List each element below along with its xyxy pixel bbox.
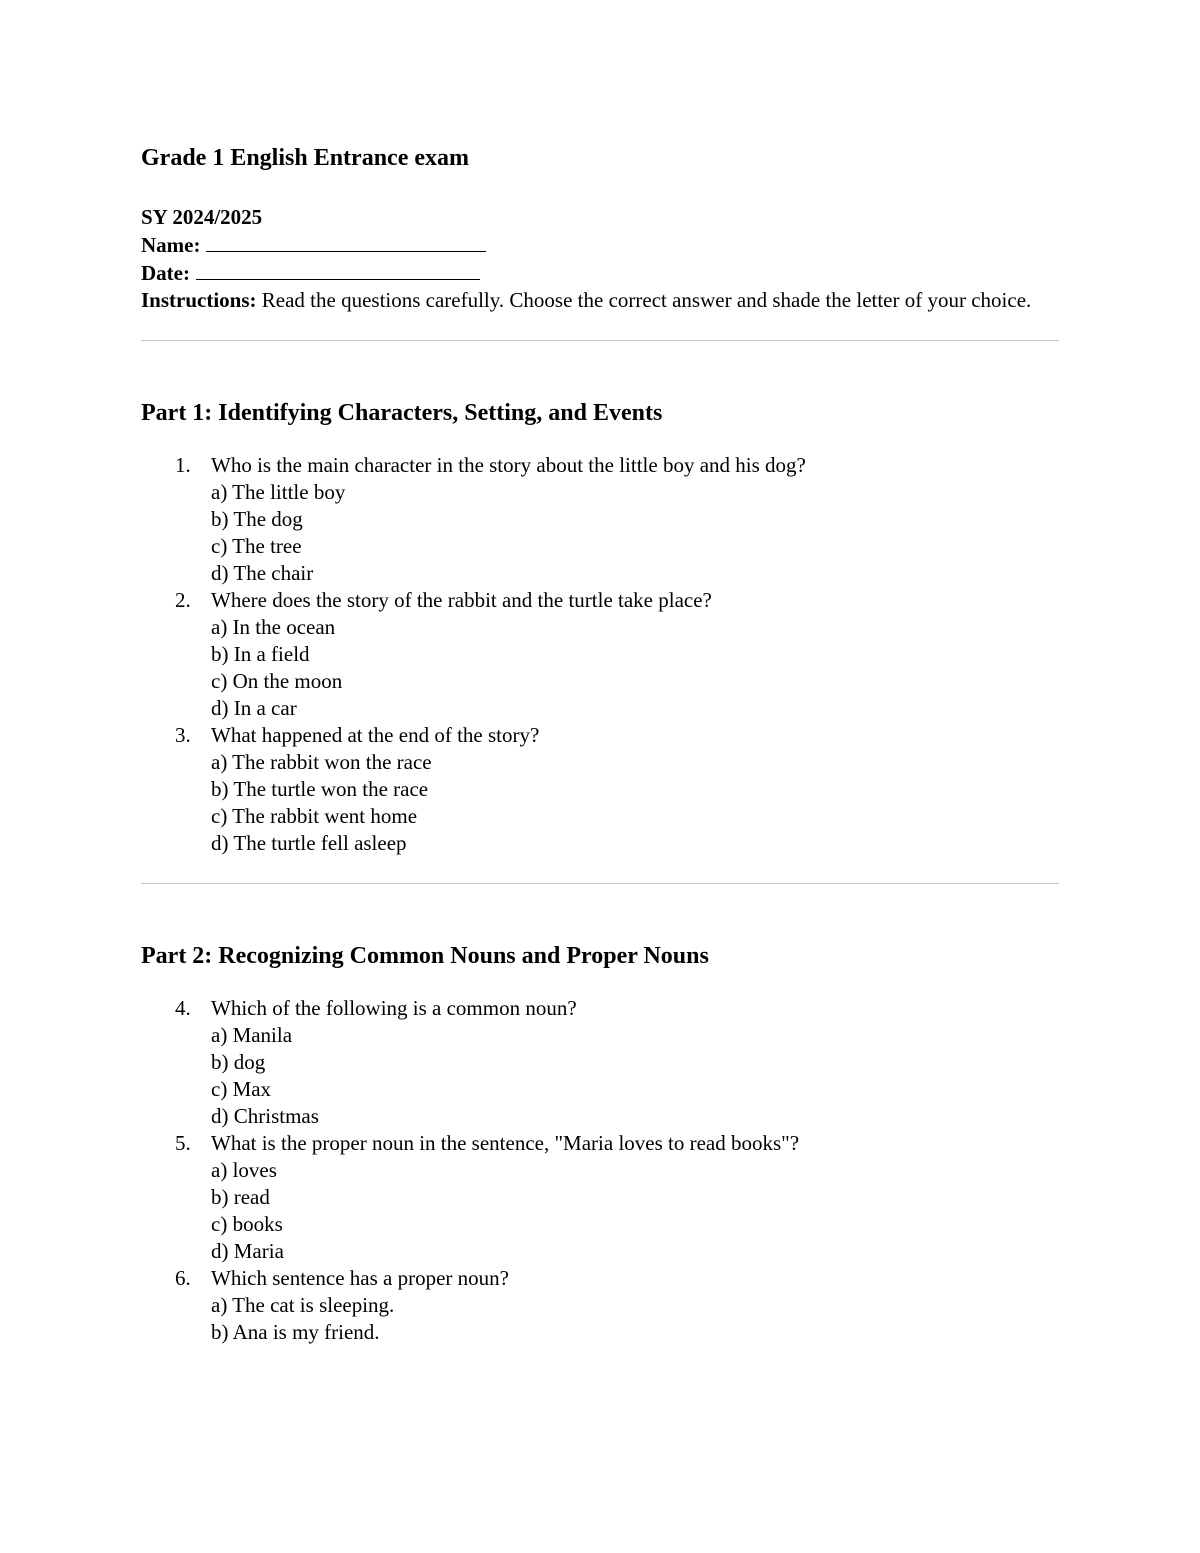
instructions — [141, 287, 1059, 314]
option-b[interactable]: b) dog — [211, 1050, 266, 1074]
question-text: What is the proper noun in the sentence, "Maria loves to read books"? — [211, 1131, 800, 1155]
question-text: Which of the following is a common noun? — [211, 996, 577, 1020]
option-d[interactable]: d) The turtle fell asleep — [211, 831, 407, 855]
option-d[interactable]: d) In a car — [211, 696, 297, 720]
question-2 — [141, 587, 1059, 722]
part-2 — [141, 938, 1059, 1346]
option-c[interactable]: c) The rabbit went home — [211, 804, 418, 828]
part-2-title: Part 2: Recognizing Common Nouns and Proper Nouns — [141, 943, 709, 969]
option-a[interactable]: a) Manila — [211, 1023, 293, 1047]
date-line — [141, 259, 1059, 287]
option-a[interactable]: a) loves — [211, 1158, 277, 1182]
question-number: 6. — [175, 1266, 191, 1290]
question-number: 1. — [175, 453, 191, 477]
instructions-text: Read the questions carefully. Choose the correct answer and shade the letter of your choice. — [256, 288, 1032, 312]
date-blank[interactable] — [196, 259, 480, 280]
name-blank[interactable] — [206, 231, 486, 252]
part-1-questions — [141, 452, 1059, 857]
option-b[interactable]: b) In a field — [211, 642, 310, 666]
instructions-label: Instructions: — [141, 288, 257, 312]
option-a[interactable]: a) In the ocean — [211, 615, 336, 639]
option-d[interactable]: d) Maria — [211, 1239, 284, 1263]
question-text: What happened at the end of the story? — [211, 723, 540, 747]
option-a[interactable]: a) The cat is sleeping. — [211, 1293, 395, 1317]
part-2-questions — [141, 995, 1059, 1346]
question-text: Which sentence has a proper noun? — [211, 1266, 509, 1290]
name-label: Name: — [141, 233, 201, 257]
divider-1 — [141, 340, 1059, 341]
option-d[interactable]: d) The chair — [211, 561, 314, 585]
question-5 — [141, 1130, 1059, 1265]
option-b[interactable]: b) The dog — [211, 507, 303, 531]
question-number: 3. — [175, 723, 191, 747]
question-6 — [141, 1265, 1059, 1346]
option-b[interactable]: b) read — [211, 1185, 270, 1209]
option-c[interactable]: c) books — [211, 1212, 283, 1236]
option-c[interactable]: c) Max — [211, 1077, 272, 1101]
question-number: 5. — [175, 1131, 191, 1155]
question-number: 4. — [175, 996, 191, 1020]
option-c[interactable]: c) The tree — [211, 534, 302, 558]
option-b[interactable]: b) Ana is my friend. — [211, 1320, 380, 1344]
option-d[interactable]: d) Christmas — [211, 1104, 319, 1128]
question-3 — [141, 722, 1059, 857]
part-1-title: Part 1: Identifying Characters, Setting, and Events — [141, 400, 663, 426]
question-number: 2. — [175, 588, 191, 612]
exam-title: Grade 1 English Entrance exam — [141, 145, 469, 171]
option-a[interactable]: a) The little boy — [211, 480, 346, 504]
question-4 — [141, 995, 1059, 1130]
question-1 — [141, 452, 1059, 587]
date-label: Date: — [141, 261, 190, 285]
part-1 — [141, 395, 1059, 857]
option-c[interactable]: c) On the moon — [211, 669, 343, 693]
divider-2 — [141, 883, 1059, 884]
option-a[interactable]: a) The rabbit won the race — [211, 750, 432, 774]
exam-page — [141, 140, 1059, 1346]
question-text: Where does the story of the rabbit and the turtle take place? — [211, 588, 712, 612]
name-line — [141, 231, 1059, 259]
option-b[interactable]: b) The turtle won the race — [211, 777, 429, 801]
question-text: Who is the main character in the story about the little boy and his dog? — [211, 453, 806, 477]
school-year: SY 2024/2025 — [141, 205, 263, 229]
